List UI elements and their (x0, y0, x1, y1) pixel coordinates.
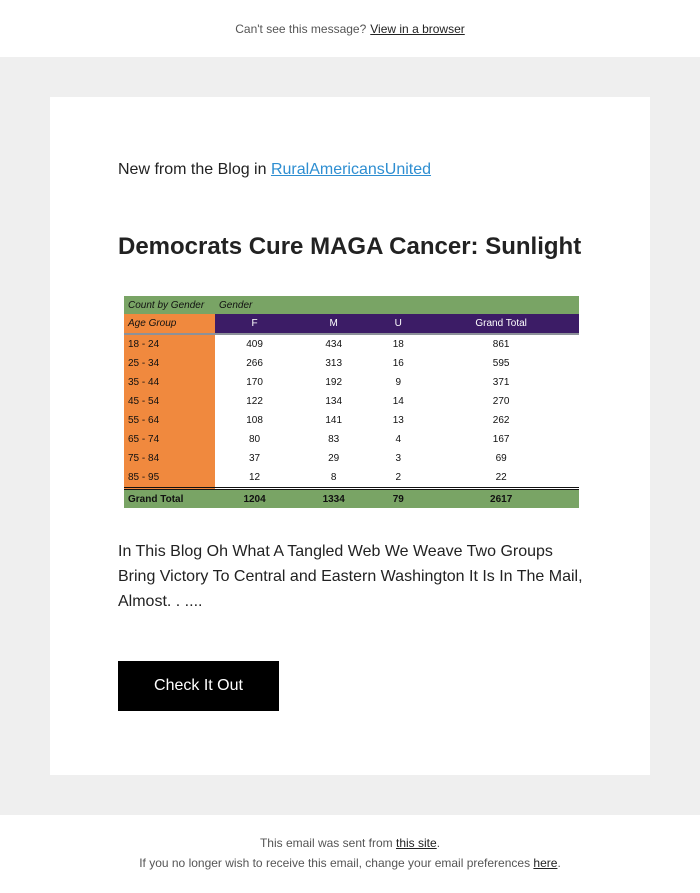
blog-source-link[interactable]: RuralAmericansUnited (270, 161, 432, 178)
table-row (124, 373, 579, 392)
u-cell: 3 (373, 449, 423, 468)
total-cell: 861 (423, 335, 579, 354)
total-cell: 167 (423, 430, 579, 449)
f-cell: 266 (215, 354, 294, 373)
age-group-header: Age Group (124, 314, 215, 333)
total-cell: 69 (423, 449, 579, 468)
m-cell: 192 (294, 373, 373, 392)
table-row (124, 335, 579, 354)
this-site-link[interactable]: this site (396, 836, 437, 850)
u-cell: 2 (373, 468, 423, 489)
m-cell: 8 (294, 468, 373, 489)
m-cell: 134 (294, 392, 373, 411)
grand-total-total: 2617 (423, 489, 579, 509)
blog-intro (118, 161, 431, 179)
m-cell: 29 (294, 449, 373, 468)
email-footer (0, 815, 700, 893)
u-cell: 16 (373, 354, 423, 373)
view-in-browser-link[interactable]: View in a browser (370, 21, 465, 36)
grand-total-u: 79 (373, 489, 423, 509)
table-title-row (124, 296, 579, 314)
age-cell: 45 - 54 (124, 392, 215, 411)
age-cell: 65 - 74 (124, 430, 215, 449)
table-row (124, 468, 579, 489)
table-row (124, 392, 579, 411)
m-cell: 434 (294, 335, 373, 354)
m-cell: 83 (294, 430, 373, 449)
age-cell: 35 - 44 (124, 373, 215, 392)
u-cell: 14 (373, 392, 423, 411)
gender-age-table (124, 296, 579, 508)
f-cell: 12 (215, 468, 294, 489)
u-cell: 18 (373, 335, 423, 354)
post-excerpt: In This Blog Oh What A Tangled Web We Weave Two Groups Bring Victory To Central and Eastern Washington It Is In The Mail, Almost. . .... (118, 543, 583, 610)
column-header-m: M (294, 314, 373, 333)
grand-total-row (124, 489, 579, 509)
post-title: Democrats Cure MAGA Cancer: Sunlight (118, 233, 582, 260)
preferences-link[interactable]: here (533, 856, 558, 870)
table-row (124, 430, 579, 449)
age-cell: 75 - 84 (124, 449, 215, 468)
total-cell: 371 (423, 373, 579, 392)
age-cell: 18 - 24 (124, 335, 215, 354)
f-cell: 37 (215, 449, 294, 468)
column-header-grand-total: Grand Total (423, 314, 579, 333)
u-cell: 4 (373, 430, 423, 449)
table-row (124, 354, 579, 373)
u-cell: 13 (373, 411, 423, 430)
f-cell: 409 (215, 335, 294, 354)
footer-line-sent-from: This email was sent from this site. (259, 836, 441, 850)
f-cell: 108 (215, 411, 294, 430)
column-header-u: U (373, 314, 423, 333)
table-row (124, 411, 579, 430)
preheader-bar (0, 0, 700, 57)
m-cell: 313 (294, 354, 373, 373)
age-cell: 25 - 34 (124, 354, 215, 373)
age-cell: 55 - 64 (124, 411, 215, 430)
m-cell: 141 (294, 411, 373, 430)
f-cell: 122 (215, 392, 294, 411)
email-background (0, 57, 700, 815)
table-corner-label: Count by Gender (124, 296, 215, 314)
total-cell: 22 (423, 468, 579, 489)
blog-intro-text: New from the Blog in (118, 161, 271, 178)
total-cell: 270 (423, 392, 579, 411)
grand-total-label: Grand Total (124, 489, 215, 509)
total-cell: 595 (423, 354, 579, 373)
f-cell: 80 (215, 430, 294, 449)
column-header-f: F (215, 314, 294, 333)
table-header-row (124, 314, 579, 333)
footer-line-preferences: If you no longer wish to receive this email, change your email preferences here. (139, 856, 561, 870)
post-image-table (124, 296, 579, 508)
age-cell: 85 - 95 (124, 468, 215, 489)
table-group-label: Gender (215, 296, 579, 314)
email-card (50, 97, 650, 775)
grand-total-m: 1334 (294, 489, 373, 509)
check-it-out-button[interactable]: Check It Out (118, 661, 279, 711)
table-row (124, 449, 579, 468)
table-body (124, 335, 579, 489)
f-cell: 170 (215, 373, 294, 392)
grand-total-f: 1204 (215, 489, 294, 509)
preheader-text: Can't see this message? (235, 21, 367, 36)
total-cell: 262 (423, 411, 579, 430)
u-cell: 9 (373, 373, 423, 392)
